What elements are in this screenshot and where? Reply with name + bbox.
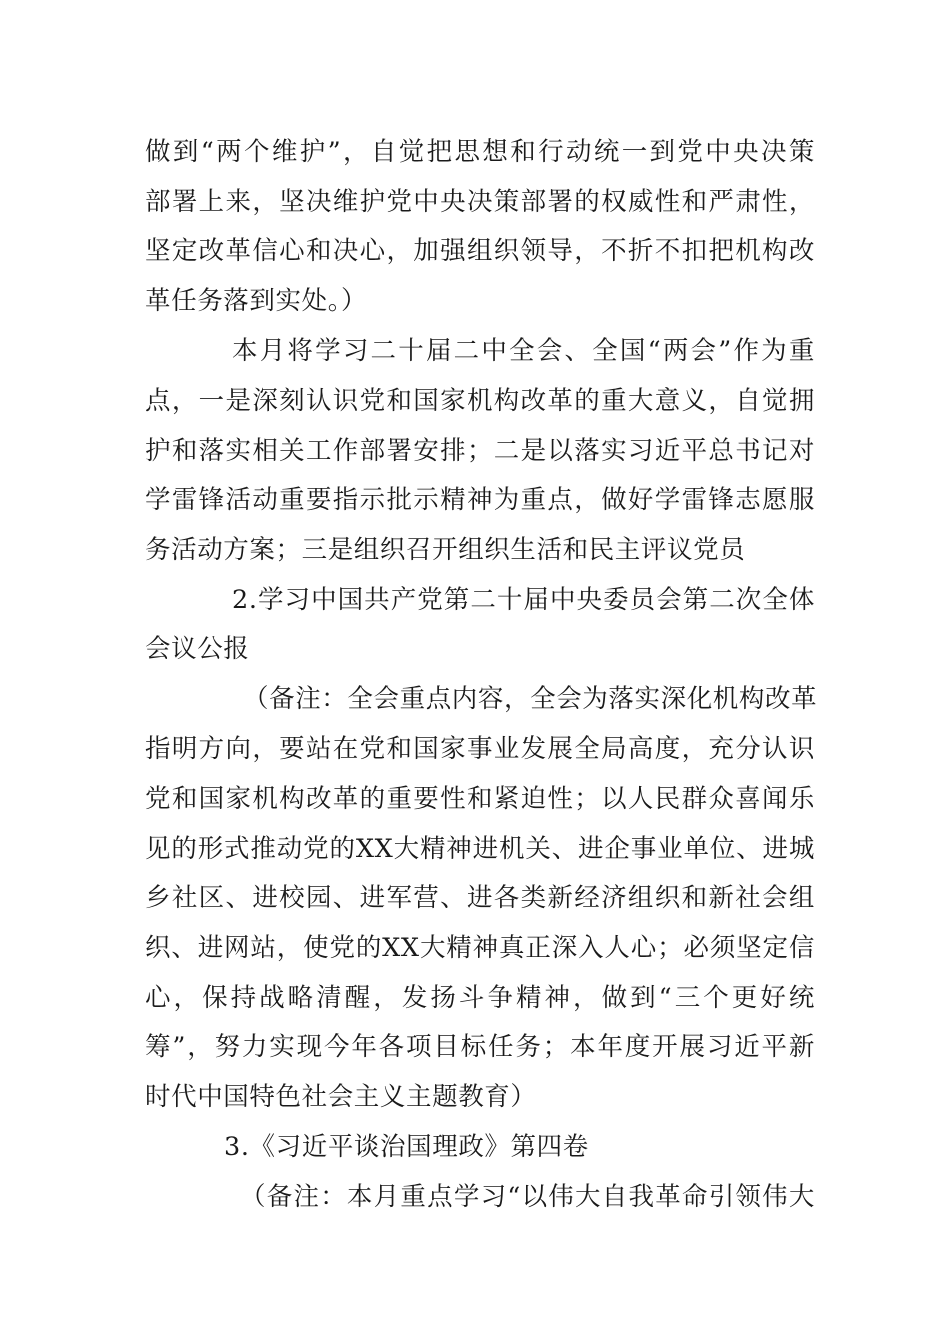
text-line: 革任务落到实处。）	[145, 286, 368, 316]
note-first-line: （备注：本月重点学习“以伟大自我革命引领伟大	[240, 1182, 815, 1212]
text-line: 乡社区、进校园、进军营、进各类新经济组织和新社会组	[145, 883, 815, 913]
section-heading-2: 2.学习中国共产党第二十届中央委员会第二次全体	[232, 585, 815, 615]
text-line: 心，保持战略清醒，发扬斗争精神，做到“三个更好统	[145, 983, 815, 1013]
note-first-line: （备注：全会重点内容，全会为落实深化机构改革	[243, 684, 818, 714]
text-line: 部署上来，坚决维护党中央决策部署的权威性和严肃性，	[145, 187, 815, 217]
text-line: 会议公报	[145, 634, 250, 664]
text-line: 务活动方案；三是组织召开组织生活和民主评议党员	[145, 535, 746, 565]
paragraph-first-line: 本月将学习二十届二中全会、全国“两会”作为重	[232, 336, 815, 366]
text-line: 党和国家机构改革的重要性和紧迫性；以人民群众喜闻乐	[145, 784, 815, 814]
text-line: 学雷锋活动重要指示批示精神为重点，做好学雷锋志愿服	[145, 485, 815, 515]
section-heading-3: 3.《习近平谈治国理政》第四卷	[224, 1132, 589, 1162]
text-line: 筹”，努力实现今年各项目标任务；本年度开展习近平新	[145, 1032, 815, 1062]
text-line: 织、进网站，使党的XX大精神真正深入人心；必须坚定信	[145, 933, 815, 963]
text-line: 点，一是深刻认识党和国家机构改革的重大意义，自觉拥	[145, 386, 815, 416]
text-line: 时代中国特色社会主义主题教育）	[145, 1082, 537, 1112]
text-line: 做到“两个维护”，自觉把思想和行动统一到党中央决策	[145, 137, 815, 167]
text-line: 指明方向，要站在党和国家事业发展全局高度，充分认识	[145, 734, 815, 764]
text-line: 坚定改革信心和决心，加强组织领导，不折不扣把机构改	[145, 236, 815, 266]
text-line: 护和落实相关工作部署安排；二是以落实习近平总书记对	[145, 436, 815, 466]
text-line: 见的形式推动党的XX大精神进机关、进企事业单位、进城	[145, 834, 815, 864]
